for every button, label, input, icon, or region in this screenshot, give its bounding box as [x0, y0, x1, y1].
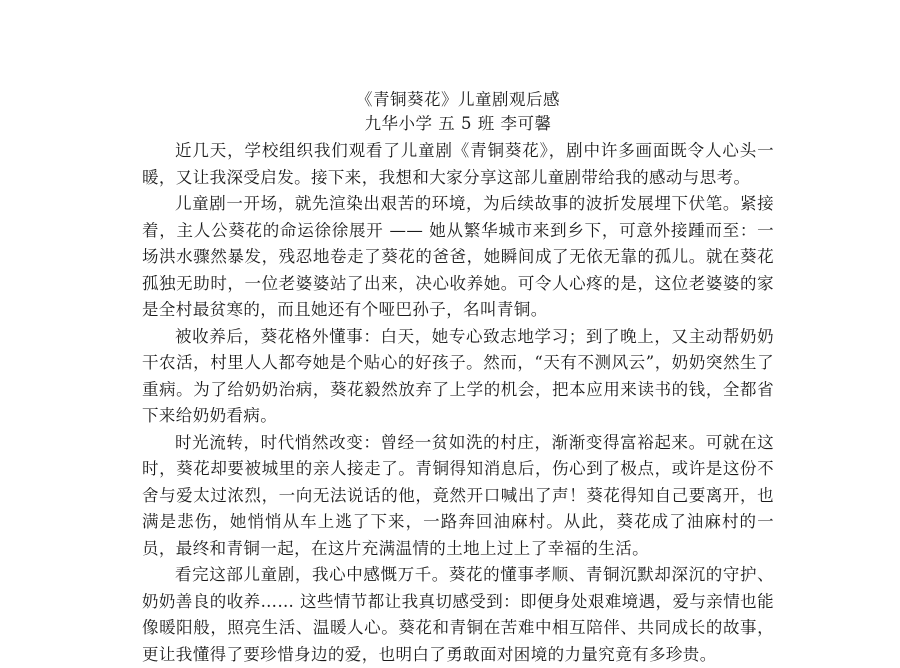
author-byline: 九华小学 五 5 班 李可馨 — [364, 114, 552, 133]
essay-document — [142, 88, 774, 668]
paragraph-4: 时光流转，时代悄然改变：曾经一贫如洗的村庄，渐渐变得富裕起来。可就在这时，葵花却要被城里的亲人接走了。青铜得知消息后，伤心到了极点，或许是这份不舍与爱太过浓烈，一向无法说话的他，竟然开口喊出了声！葵花得知自己要离开，也满是悲伤，她悄悄从车上逃了下来，一路奔回油麻村。从此，葵花成了油麻村的一员，最终和青铜一起，在这片充满温情的土地上过上了幸福的生活。 — [142, 432, 774, 558]
paragraph-1: 近几天，学校组织我们观看了儿童剧《青铜葵花》，剧中许多画面既令人心头一暖，又让我深受启发。接下来，我想和大家分享这部儿童剧带给我的感动与思考。 — [142, 141, 774, 187]
essay-title: 《青铜葵花》儿童剧观后感 — [356, 90, 560, 109]
paragraph-5: 看完这部儿童剧，我心中感慨万千。葵花的懂事孝顺、青铜沉默却深沉的守护、奶奶善良的收养…… 这些情节都让我真切感受到：即便身处艰难境遇，爱与亲情也能像暖阳般，照亮生活、温暖人心。葵花和青铜在苦难中相互陪伴、共同成长的故事，更让我懂得了要珍惜身边的爱，也明白了勇敢面对困境的力量究竟有多珍贵。 — [142, 565, 774, 664]
paragraph-2: 儿童剧一开场，就先渲染出艰苦的环境，为后续故事的波折发展埋下伏笔。紧接着，主人公葵花的命运徐徐展开 —— 她从繁华城市来到乡下，可意外接踵而至：一场洪水骤然暴发，残忍地卷走了葵花的爸爸，她瞬间成了无依无靠的孤儿。就在葵花孤独无助时，一位老婆婆站了出来，决心收养她。可令人心疼的是，这位老婆婆的家是全村最贫寒的，而且她还有个哑巴孙子，名叫青铜。 — [142, 194, 774, 319]
paragraph-3: 被收养后，葵花格外懂事：白天，她专心致志地学习；到了晚上，又主动帮奶奶干农活，村里人人都夸她是个贴心的好孩子。然而，“天有不测风云”，奶奶突然生了重病。为了给奶奶治病，葵花毅然放弃了上学的机会，把本应用来读书的钱，全都省下来给奶奶看病。 — [142, 326, 774, 425]
